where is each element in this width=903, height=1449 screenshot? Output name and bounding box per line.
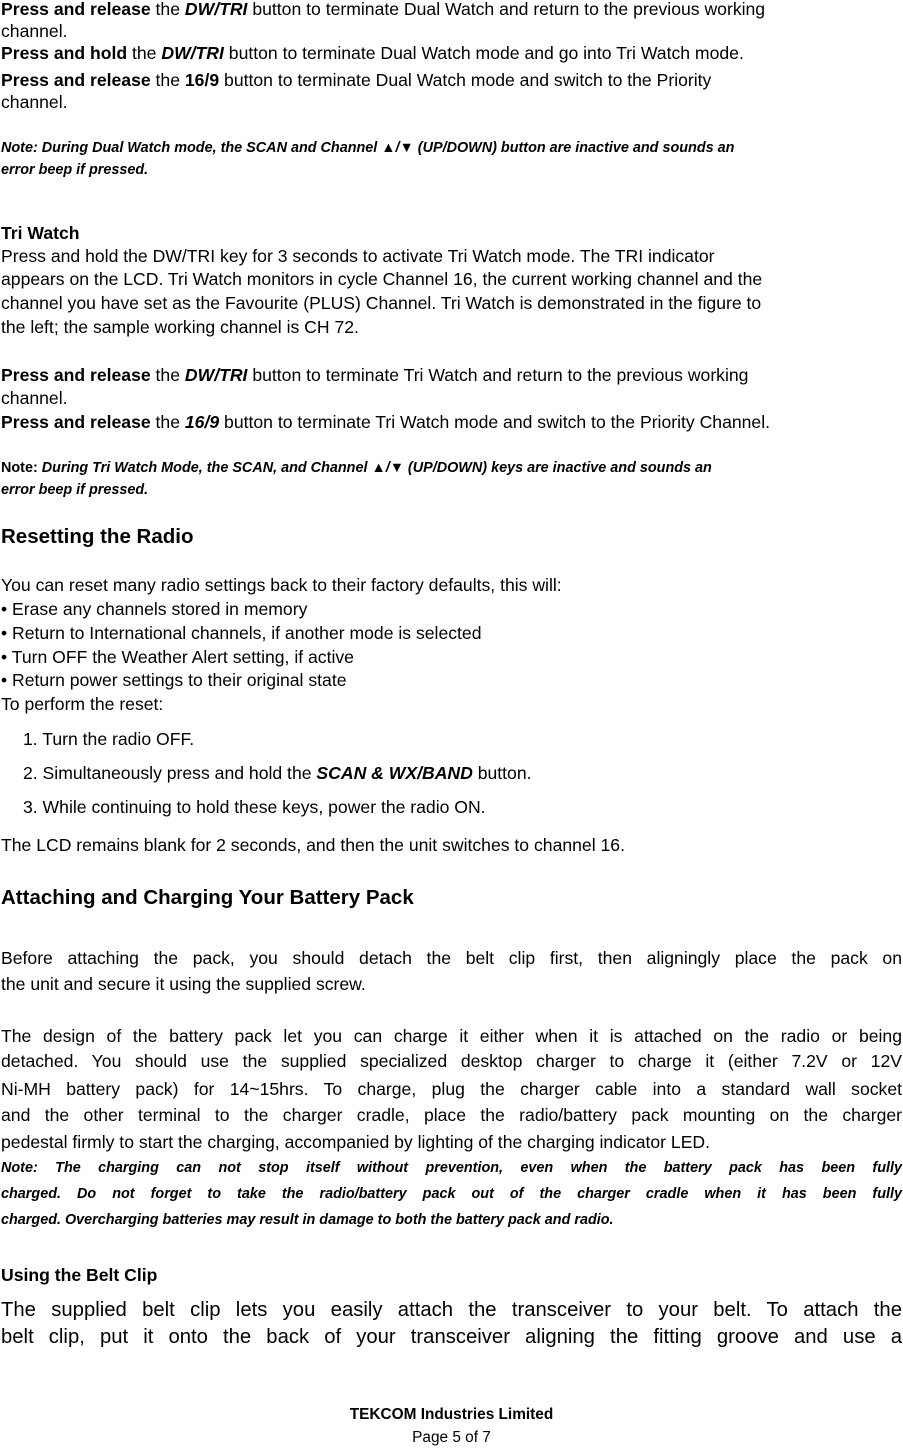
tri-watch-release-line2 <box>1 411 770 433</box>
dual-watch-line1b: channel. <box>1 21 68 41</box>
note-label: Note: <box>1 460 42 476</box>
tri-watch-para-line2: appears on the LCD. Tri Watch monitors in cycle Channel 16, the current working channel and the <box>1 269 763 289</box>
tri-watch-note-line2: error beep if pressed. <box>1 482 149 498</box>
tri-watch-release-line1b: channel. <box>1 388 68 408</box>
reset-bullet: • Return power settings to their original state <box>1 670 347 690</box>
battery-note-line3: charged. Overcharging batteries may result in damage to both the battery pack and radio. <box>1 1212 614 1228</box>
tri-watch-release-line1 <box>1 364 748 386</box>
text: button to terminate Dual Watch mode and go into Tri Watch mode. <box>223 43 744 63</box>
dual-watch-line2 <box>1 42 744 64</box>
text: the <box>150 365 185 385</box>
note-text: During Tri Watch Mode, the SCAN, and Channel ▲/▼ (UP/DOWN) keys are inactive and sounds an <box>41 460 712 476</box>
reset-heading: Resetting the Radio <box>1 525 194 548</box>
battery-para1-line1: Before attaching the pack, you should detach the belt clip first, then aligningly place the pack on <box>1 948 902 968</box>
tri-watch-note-line1 <box>1 459 712 477</box>
battery-note-line1: Note: The charging can not stop itself without prevention, even when the battery pack has been fully <box>1 1160 902 1176</box>
text: button to terminate Dual Watch mode and switch to the Priority <box>219 70 712 90</box>
battery-heading: Attaching and Charging Your Battery Pack <box>1 886 414 909</box>
reset-step-2 <box>23 762 532 784</box>
bold-phrase: Press and release <box>1 70 151 90</box>
tri-watch-para-line4: the left; the sample working channel is CH 72. <box>1 317 359 337</box>
text: button to terminate Dual Watch and return to the previous working <box>247 0 766 19</box>
reset-perform-label: To perform the reset: <box>1 694 164 714</box>
text: the <box>150 412 185 432</box>
battery-para2-line4: and the other terminal to the charger cradle, place the radio/battery pack mounting on the charger <box>1 1105 902 1125</box>
dual-watch-line1 <box>1 0 765 20</box>
bold-phrase: Press and release <box>1 365 151 385</box>
text: button. <box>472 763 532 783</box>
bold-phrase: Press and release <box>1 0 151 19</box>
text: the <box>127 43 162 63</box>
battery-para2-line3: Ni-MH battery pack) for 14~15hrs. To charge, plug the charger cable into a standard wall socket <box>1 1079 902 1099</box>
text: the <box>150 0 185 19</box>
reset-step-3: 3. While continuing to hold these keys, power the radio ON. <box>23 797 486 817</box>
bold-phrase: Press and hold <box>1 43 128 63</box>
reset-result: The LCD remains blank for 2 seconds, and then the unit switches to channel 16. <box>1 835 625 855</box>
battery-para2-line2: detached. You should use the supplied specialized desktop charger to charge it (either 7.2V or 12V <box>1 1051 902 1071</box>
bold-phrase: Press and release <box>1 412 151 432</box>
battery-note-line2: charged. Do not forget to take the radio/battery pack out of the charger cradle when it has been fully <box>1 1186 902 1202</box>
key-name: 16/9 <box>184 70 220 90</box>
dual-watch-line3b: channel. <box>1 92 68 112</box>
battery-para2-line5: pedestal firmly to start the charging, accompanied by lighting of the charging indicator LED. <box>1 1132 711 1152</box>
tri-watch-heading: Tri Watch <box>1 223 80 243</box>
footer-company: TEKCOM Industries Limited <box>349 1406 554 1423</box>
text: the <box>150 70 185 90</box>
key-name: SCAN & WX/BAND <box>316 763 473 783</box>
reset-bullet: • Return to International channels, if another mode is selected <box>1 623 482 643</box>
battery-para1-line2: the unit and secure it using the supplied screw. <box>1 974 366 994</box>
belt-clip-line2: belt clip, put it onto the back of your transceiver aligning the fitting groove and use a <box>1 1326 902 1348</box>
text: 2. Simultaneously press and hold the <box>23 763 317 783</box>
reset-bullet: • Turn OFF the Weather Alert setting, if active <box>1 647 354 667</box>
tri-watch-para-line1: Press and hold the DW/TRI key for 3 seconds to activate Tri Watch mode. The TRI indicator <box>1 246 715 266</box>
key-name: DW/TRI <box>184 365 248 385</box>
key-name: 16/9 <box>184 412 220 432</box>
footer-page-number: Page 5 of 7 <box>412 1429 491 1446</box>
dual-watch-note-line1: Note: During Dual Watch mode, the SCAN and Channel ▲/▼ (UP/DOWN) button are inactive and sounds an <box>1 140 735 156</box>
reset-bullet: • Erase any channels stored in memory <box>1 599 308 619</box>
belt-clip-heading: Using the Belt Clip <box>1 1265 158 1285</box>
belt-clip-line1: The supplied belt clip lets you easily attach the transceiver to your belt. To attach the <box>1 1299 902 1321</box>
battery-para2-line1: The design of the battery pack let you can charge it either when it is attached on the radio or being <box>1 1026 902 1046</box>
reset-intro: You can reset many radio settings back to their factory defaults, this will: <box>1 575 562 595</box>
text: button to terminate Tri Watch and return to the previous working <box>247 365 749 385</box>
text: button to terminate Tri Watch mode and switch to the Priority Channel. <box>219 412 771 432</box>
key-name: DW/TRI <box>161 43 224 63</box>
key-name: DW/TRI <box>184 0 248 19</box>
dual-watch-note-line2: error beep if pressed. <box>1 162 149 178</box>
tri-watch-para-line3: channel you have set as the Favourite (PLUS) Channel. Tri Watch is demonstrated in the figure to <box>1 293 762 313</box>
reset-step-1: 1. Turn the radio OFF. <box>23 729 195 749</box>
dual-watch-line3 <box>1 69 711 91</box>
